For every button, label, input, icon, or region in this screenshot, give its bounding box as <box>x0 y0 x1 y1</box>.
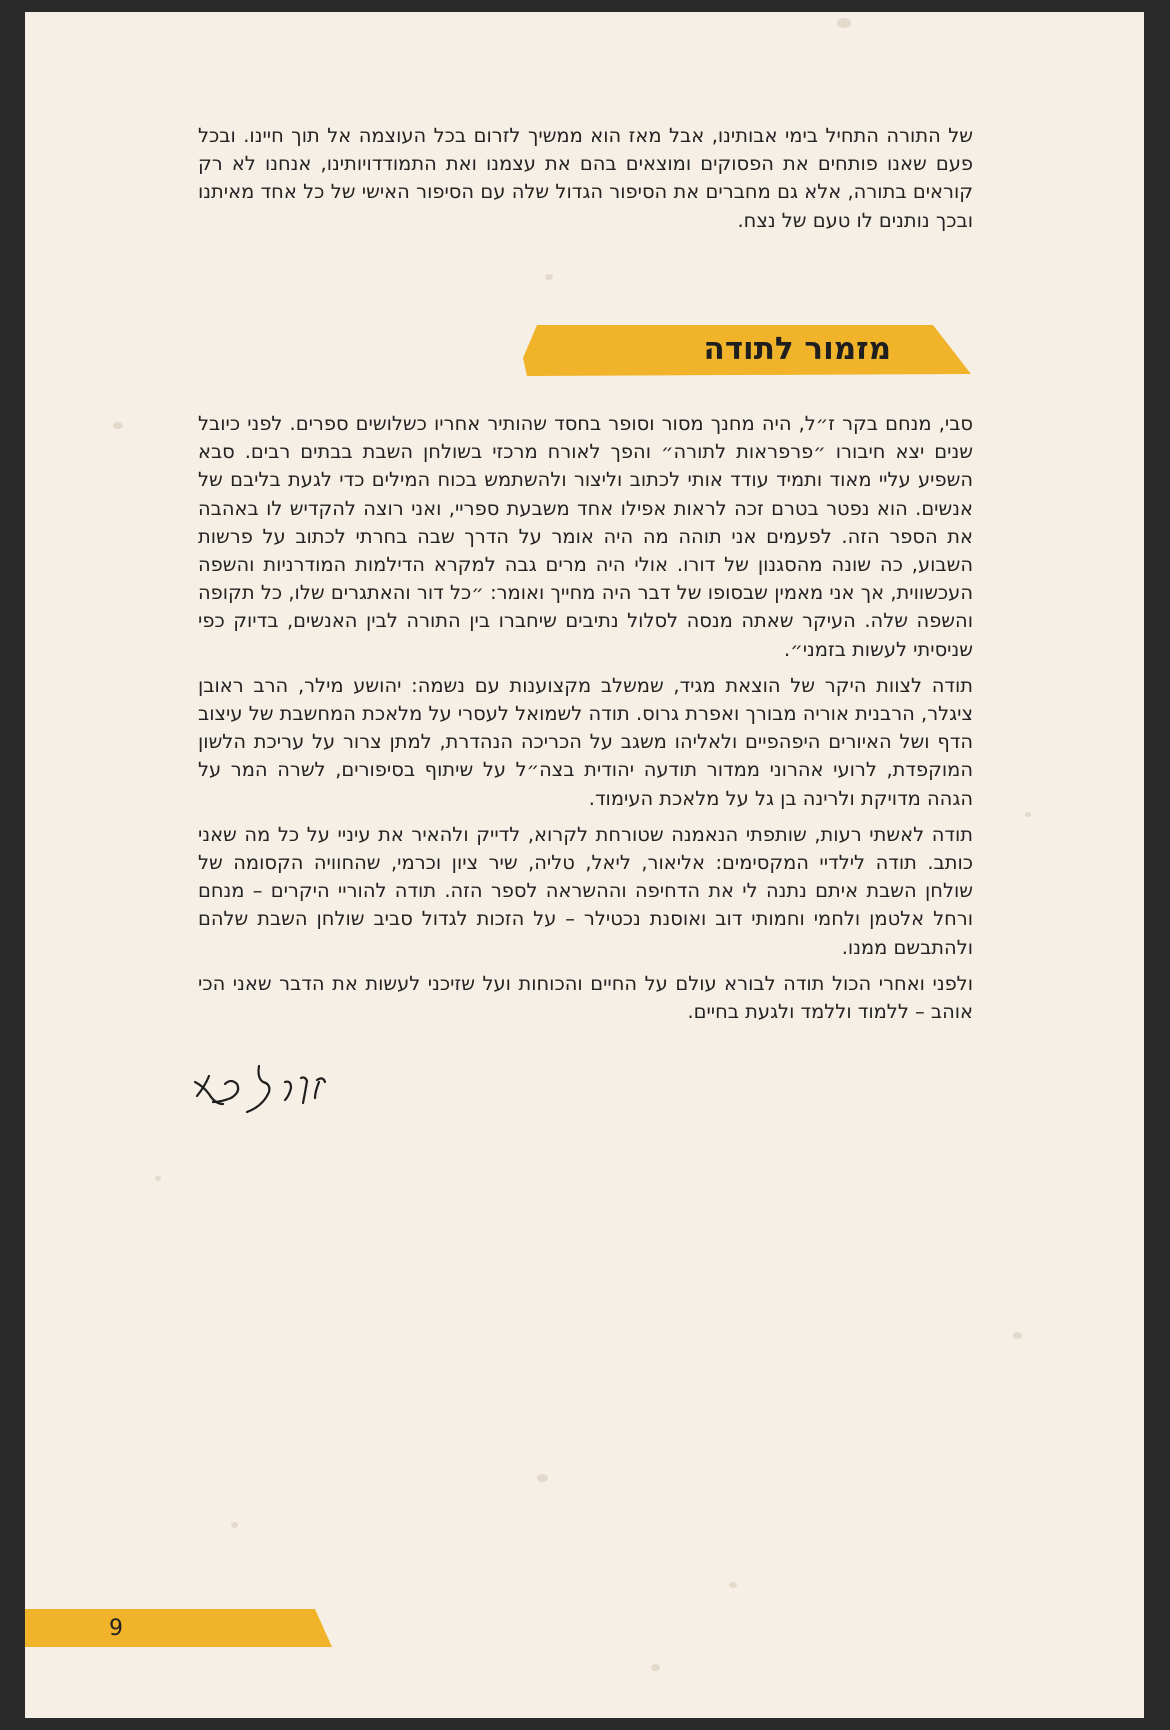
paper-speck <box>1013 1332 1022 1339</box>
paper-speck <box>545 274 553 280</box>
paper-speck <box>231 1522 238 1528</box>
paragraph-publisher-thanks: תודה לצוות היקר של הוצאת מגיד, שמשלב מקצוענות עם נשמה: יהושע מילר, הרב ראובן ציגלר, הרבנית אוריה מבורך ואפרת גרוס. תודה לשמואל לעסרי על מלאכת המחשבת של עיצוב הדף ושל האיורים היפהפיים ולאליהו משגב על הכריכה הנהדרת, למתן צרור על עריכת הלשון המוקפדת, לרועי אהרוני ממדור תודעה יהודית בצה״ל על שיתוף בסיפורים, לשרה המר על הגהה מדויקת ולרינה בן גל על מלאכת העימוד. <box>198 673 973 810</box>
paragraph-grandfather: סבי, מנחם בקר ז״ל, היה מחנך מסור וסופר בחסד שהותיר אחריו כשלושים ספרים. לפני כיובל שנים יצא חיבורו ״פרפראות לתורה״ והפך לאורח מרכזי בשולחן השבת בבתים רבים. סבא השפיע עליי מאוד ותמיד עודד אותי לכתוב וליצור ולהשתמש בכוח המילים כדי לגעת בליבם של אנשים. הוא נפטר בטרם זכה לראות אפילו אחד משבעת ספריי, ואני רוצה להקדיש לו באהבה את הספר הזה. לפעמים אני תוהה מה היה אומר על הדרך שבה בחרתי לכתוב על פרשות השבוע, כה שונה מהסגנון של דורו. אולי היה מרים גבה למקרא הדילמות המודרניות והשפה העכשווית, אך אני מאמין שבסופו של דבר היה מחייך ואומר: ״כל דור והאתגרים שלו, כל תקופה והשפה שלה. העיקר שאתה מנסה לסלול נתיבים שיחברו בין התורה לבין האנשים, בדיוק כפי שניסיתי לעשות בזמני״. <box>198 412 973 661</box>
paper-speck <box>651 1664 660 1671</box>
intro-text-block <box>198 122 973 235</box>
paper-speck <box>1025 812 1031 817</box>
intro-paragraph: של התורה התחיל בימי אבותינו, אבל מאז הוא ממשיך לזרום בכל העוצמה אל תוך חיינו. ובכל פעם שאנו פותחים את הפסוקים ומוצאים בהם את עצמנו ואת התמודדויותינו, אנחנו לא רק קוראים בתורה, אלא גם מחברים את הסיפור הגדול שלה עם הסיפור האישי של כל אחד מאיתנו ובכך נותנים לו טעם של נצח. <box>198 124 973 232</box>
paper-speck <box>155 1176 161 1181</box>
footer-page-band <box>25 1609 335 1651</box>
paper-speck <box>113 422 123 429</box>
book-page <box>25 12 1144 1718</box>
page-number: 9 <box>109 1616 123 1641</box>
paragraph-family-thanks: תודה לאשתי רעות, שותפתי הנאמנה שטורחת לקרוא, לדייק ולהאיר את עיניי על כל מה שאני כותב. תודה לילדיי המקסימים: אליאור, ליאל, טליה, שיר ציון וכרמי, שהחוויה הקסומה של שולחן השבת איתם נתנה לי את הדחיפה וההשראה לספר הזה. תודה להוריי היקרים – מנחם ורחל אלטמן ולחמי וחמותי דוב ואוסנת נכטילר – על הזכות לגדול סביב שולחן השבת שלהם ולהתבשם ממנו. <box>198 822 973 959</box>
paper-speck <box>537 1474 548 1482</box>
section-banner <box>523 322 973 378</box>
signature-drawing <box>185 1060 335 1132</box>
footer-band-shape <box>25 1609 335 1647</box>
section-title: מזמור לתודה <box>703 331 891 367</box>
author-signature <box>185 1060 335 1136</box>
paper-speck <box>729 1582 737 1588</box>
paragraph-closing-thanks: ולפני ואחרי הכול תודה לבורא עולם על החיים והכוחות ועל שזיכני לעשות את הדבר שאני הכי אוהב – ללמוד וללמד ולגעת בחיים. <box>198 971 973 1024</box>
paper-speck <box>837 18 851 28</box>
acknowledgements-text-block <box>198 410 973 1026</box>
